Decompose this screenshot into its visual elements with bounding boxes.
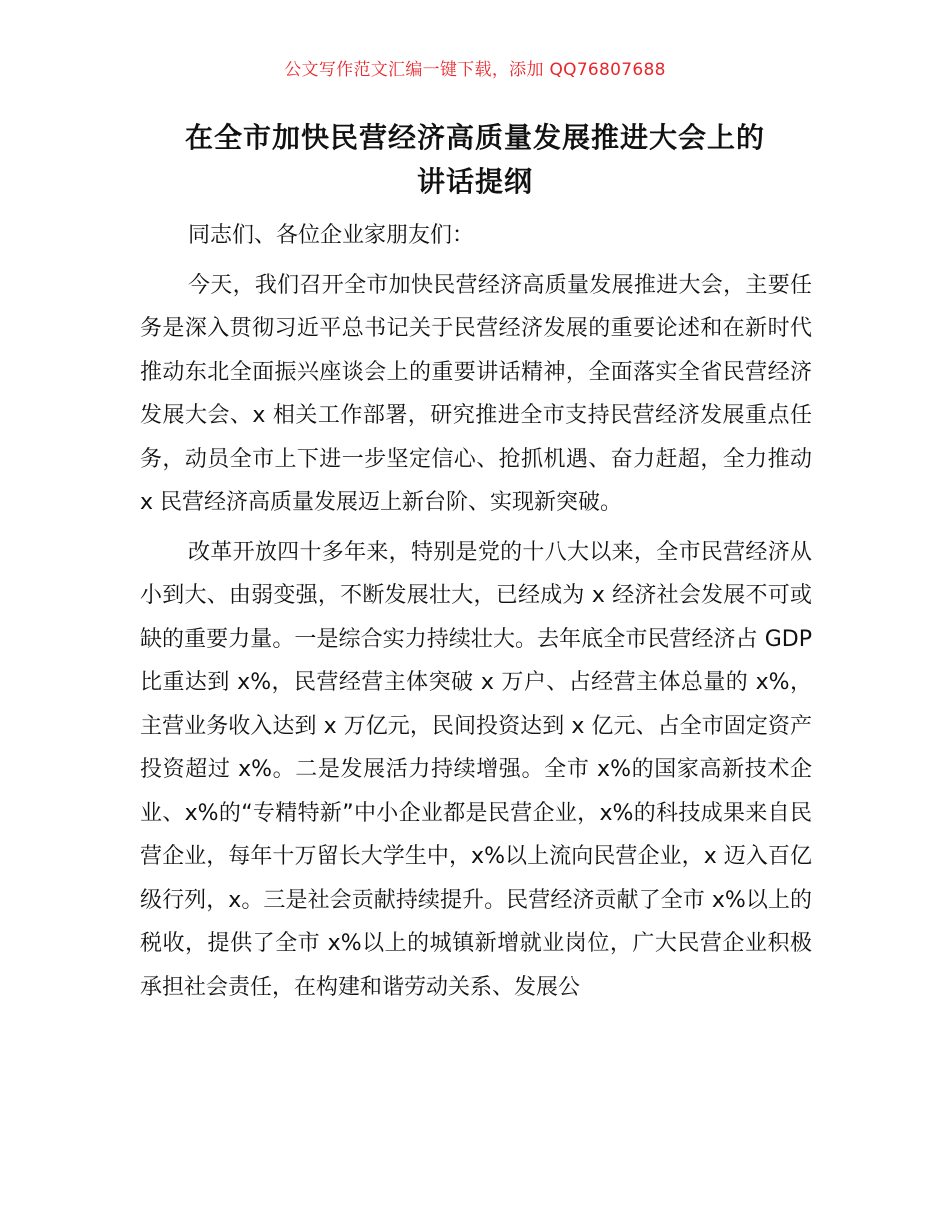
download-watermark: 公文写作范文汇编一键下载，添加 QQ76807688	[284, 60, 666, 80]
paragraph: 今天，我们召开全市加快民营经济高质量发展推进大会，主要任务是深入贯彻习近平总书记关于民营经济发展的重要论述和在新时代推动东北全面振兴座谈会上的重要讲话精神，全面落实全省民营经济发展大会、x 相关工作部署，研究推进全市支持民营经济发展重点任务，动员全市上下进一步坚定信心、抢抓机遇、奋力赶超，全力推动 x 民营经济高质量发展迈上新台阶、实现新突破。	[140, 272, 812, 515]
document-title	[100, 116, 850, 204]
salutation: 同志们、各位企业家朋友们：	[188, 223, 475, 248]
document-body	[140, 214, 812, 1015]
title-line-2: 讲话提纲	[416, 165, 533, 198]
title-line-1: 在全市加快民营经济高质量发展推进大会上的	[184, 121, 765, 154]
paragraph: 改革开放四十多年来，特别是党的十八大以来，全市民营经济从小到大、由弱变强，不断发展壮大，已经成为 x 经济社会发展不可或缺的重要力量。一是综合实力持续壮大。去年底全市民营经济占 GDP 比重达到 x%，民营经营主体突破 x 万户、占经营主体总量的 x%，主营业务收入达到 x 万亿元，民间投资达到 x 亿元、占全市固定资产投资超过 x%。二是发展活力持续增强。全市 x%的国家高新技术企业、x%的“专精特新”中小企业都是民营企业，x%的科技成果来自民营企业，每年十万留长大学生中，x%以上流向民营企业，x 迈入百亿级行列，x。三是社会贡献持续提升。民营经济贡献了全市 x%以上的税收，提供了全市 x%以上的城镇新增就业岗位，广大民营企业积极承担社会责任，在构建和谐劳动关系、发展公	[140, 539, 812, 1000]
